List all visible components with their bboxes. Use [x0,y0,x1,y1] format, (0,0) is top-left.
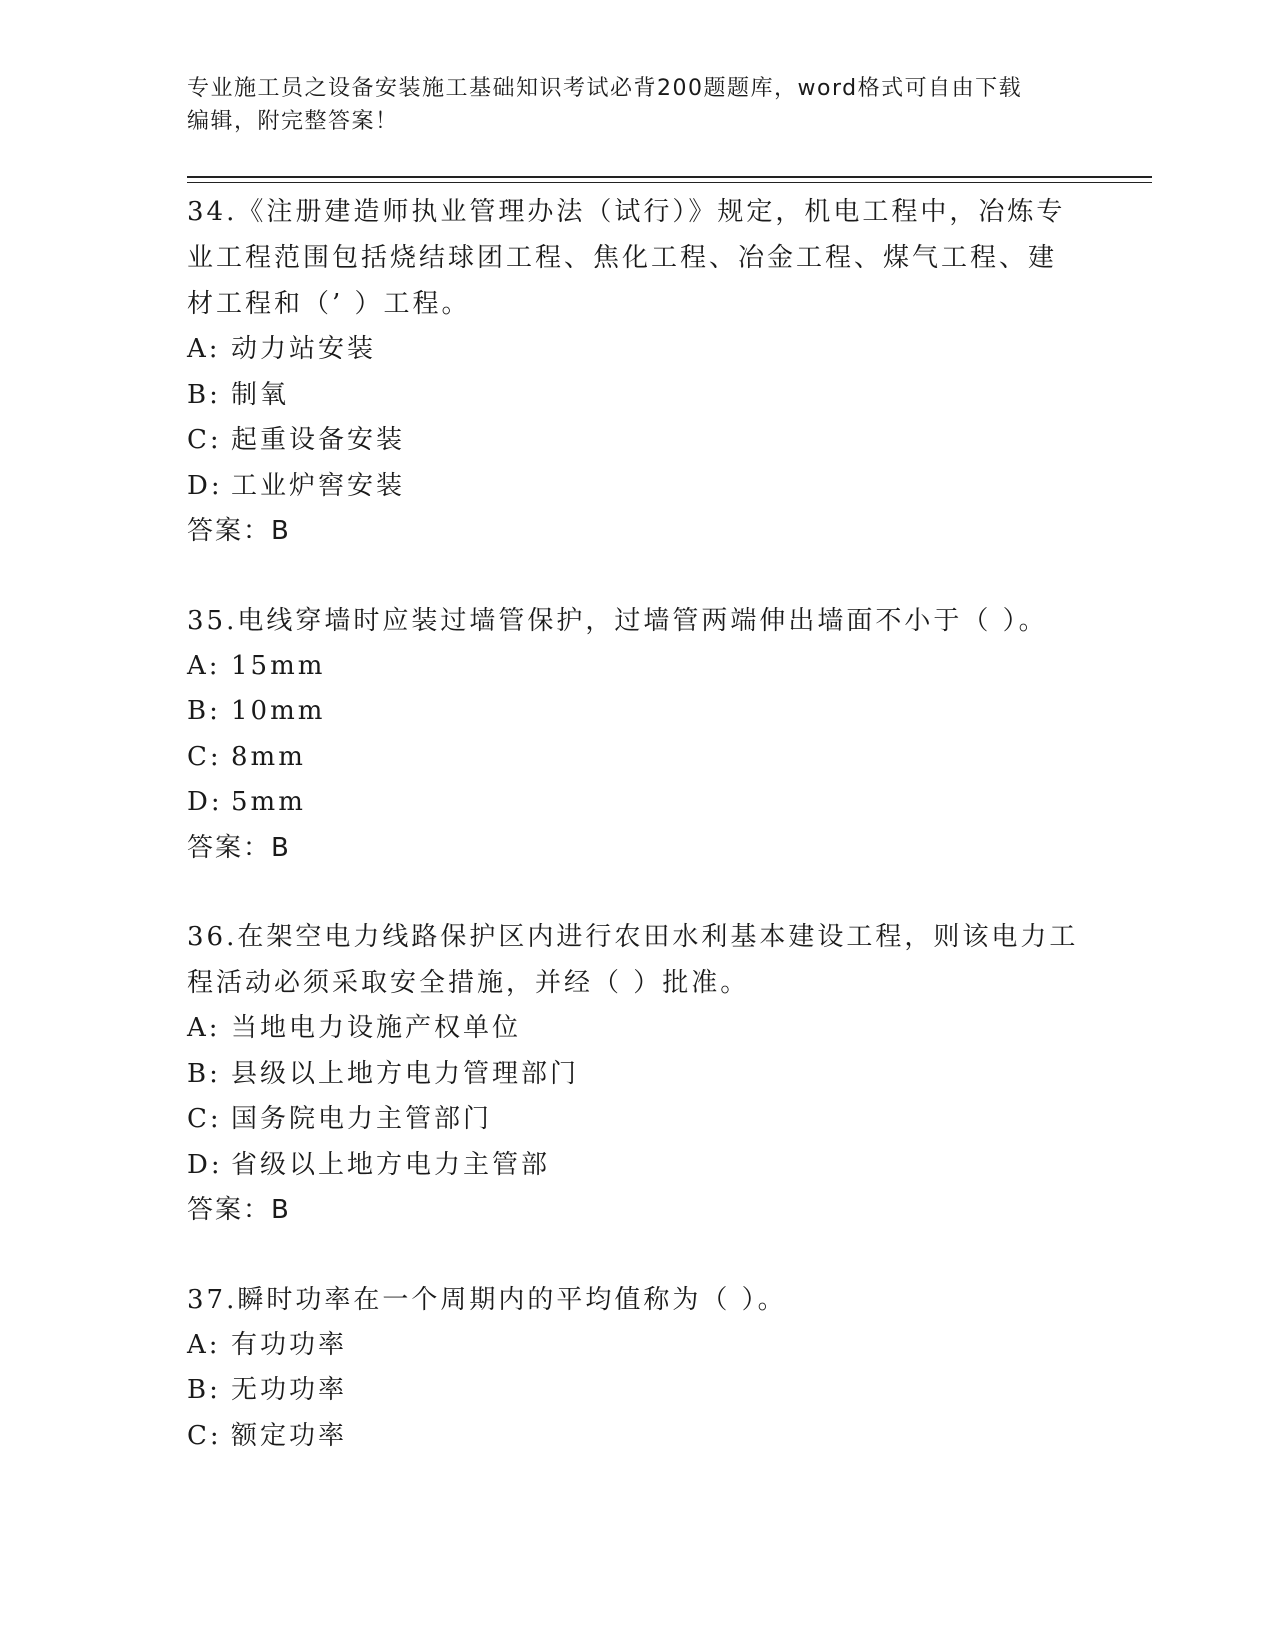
option-text: 5mm [231,787,306,817]
option-key: A: [187,334,221,364]
header-divider-thick [187,176,1152,178]
question-stem [187,1277,1087,1323]
question-list [187,189,1087,1502]
answer-line: 答案：B [187,1195,291,1225]
option-a [187,1323,1087,1369]
option-text: 工业炉窖安装 [231,470,406,501]
option-key: C: [187,1104,222,1134]
option-text: 8mm [231,741,306,772]
option-text: 动力站安装 [231,334,377,364]
stem-line: 程活动必须采取安全措施，并经（ ）批准。 [187,968,750,998]
stem-line: 37.瞬时功率在一个周期内的平均值称为（ ）。 [187,1284,787,1315]
stem-line: 材工程和（’ ）工程。 [187,289,471,319]
option-b [187,373,1087,419]
option-text: 国务院电力主管部门 [231,1104,493,1134]
question-stem [187,189,1087,327]
option-b [187,689,1087,735]
question-stem [187,914,1087,1006]
option-key: D: [187,470,223,501]
option-key: A: [187,1013,221,1043]
header-divider-thin [187,182,1152,183]
option-a [187,327,1087,373]
option-key: A: [187,1329,221,1360]
option-text: 制氧 [231,379,290,410]
header-line-1: 专业施工员之设备安装施工基础知识考试必背200题题库，word格式可自由下载 [187,76,1023,101]
option-d [187,1143,1087,1189]
answer-line: 答案：B [187,516,291,546]
option-b [187,1368,1087,1414]
option-key: B: [187,379,221,410]
option-key: C: [187,425,222,455]
option-c [187,735,1087,781]
question-36 [187,914,1087,1234]
option-text: 15mm [231,650,326,681]
question-37 [187,1277,1087,1460]
option-c [187,1097,1087,1143]
option-text: 省级以上地方电力主管部 [231,1149,551,1180]
question-35 [187,598,1087,872]
stem-line: 业工程范围包括烧结球团工程、焦化工程、冶金工程、煤气工程、建 [187,243,1058,273]
option-key: C: [187,1420,222,1451]
header-line-2: 编辑，附完整答案！ [187,109,399,134]
option-a [187,644,1087,690]
option-c [187,418,1087,464]
option-key: B: [187,1375,221,1405]
option-text: 无功功率 [231,1375,348,1405]
question-stem [187,598,1087,644]
option-key: D: [187,1149,223,1180]
option-text: 有功功率 [231,1329,348,1360]
option-text: 额定功率 [231,1420,348,1451]
answer-line: 答案：B [187,832,291,863]
stem-line: 36.在架空电力线路保护区内进行农田水利基本建设工程，则该电力工 [187,922,1079,952]
document-header [187,72,1087,138]
option-b [187,1052,1087,1098]
option-c [187,1414,1087,1460]
option-a [187,1006,1087,1052]
option-key: A: [187,650,221,681]
option-key: C: [187,741,222,772]
stem-line: 35.电线穿墙时应装过墙管保护，过墙管两端伸出墙面不小于（ ）。 [187,605,1048,636]
option-key: B: [187,696,221,726]
option-key: B: [187,1058,221,1089]
option-key: D: [187,787,223,817]
stem-line: 34.《注册建造师执业管理办法（试行）》规定，机电工程中，冶炼专 [187,197,1066,227]
question-34 [187,189,1087,555]
option-text: 10mm [231,696,326,726]
option-d [187,780,1087,826]
option-text: 当地电力设施产权单位 [231,1013,522,1043]
option-text: 起重设备安装 [231,425,406,455]
option-d [187,464,1087,510]
option-text: 县级以上地方电力管理部门 [231,1058,580,1089]
